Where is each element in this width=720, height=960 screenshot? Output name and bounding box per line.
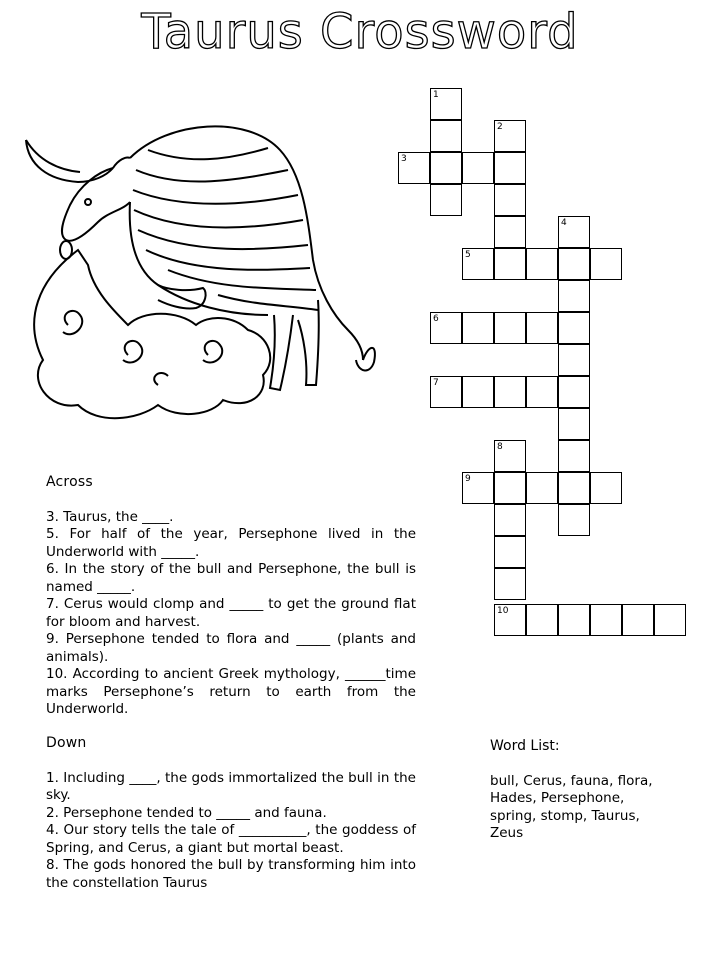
clue-number: 2 (497, 122, 503, 132)
clue-number: 7 (433, 378, 439, 388)
clue-text: 2. Persephone tended to _____ and fauna. (46, 804, 327, 821)
crossword-cell[interactable] (430, 184, 462, 216)
clue-number: 8 (497, 442, 503, 452)
crossword-cell[interactable] (526, 604, 558, 636)
crossword-cell[interactable] (494, 568, 526, 600)
crossword-cell[interactable] (526, 248, 558, 280)
crossword-cell[interactable] (494, 312, 526, 344)
crossword-cell[interactable] (558, 376, 590, 408)
word-list-heading: Word List: (490, 738, 560, 754)
crossword-cell[interactable] (430, 312, 462, 344)
clue-text: 7. Cerus would clomp and _____ to get the ground flat for bloom and harvest. (46, 596, 416, 630)
word-list-text: bull, Cerus, fauna, flora, Hades, Persephone, spring, stomp, Taurus, Zeus (490, 772, 653, 841)
bull-illustration (18, 110, 388, 430)
crossword-cell[interactable] (494, 248, 526, 280)
crossword-cell[interactable] (558, 280, 590, 312)
word-list (490, 738, 670, 843)
crossword-cell[interactable] (494, 536, 526, 568)
crossword-cell[interactable] (558, 440, 590, 472)
crossword-cell[interactable] (494, 216, 526, 248)
crossword-cell[interactable] (558, 344, 590, 376)
crossword-cell[interactable] (462, 152, 494, 184)
clue-number: 10 (497, 606, 509, 616)
clue-number: 9 (465, 474, 471, 484)
crossword-cell[interactable] (494, 120, 526, 152)
crossword-cell[interactable] (494, 472, 526, 504)
crossword-cell[interactable] (654, 604, 686, 636)
crossword-cell[interactable] (526, 312, 558, 344)
across-heading: Across (46, 474, 93, 490)
down-clues (46, 735, 416, 892)
crossword-cell[interactable] (558, 604, 590, 636)
crossword-cell[interactable] (622, 604, 654, 636)
crossword-cell[interactable] (558, 472, 590, 504)
crossword-cell[interactable] (558, 248, 590, 280)
crossword-cell[interactable] (462, 472, 494, 504)
page-title: Taurus Crossword (141, 4, 579, 60)
across-clues (46, 474, 416, 719)
down-heading: Down (46, 735, 87, 751)
clue-text: 1. Including ____, the gods immortalized the bull in the sky. (46, 769, 416, 803)
crossword-cell[interactable] (430, 152, 462, 184)
crossword-cell[interactable] (590, 472, 622, 504)
crossword-cell[interactable] (590, 604, 622, 636)
clue-number: 3 (401, 154, 407, 164)
crossword-cell[interactable] (462, 248, 494, 280)
clue-text: 8. The gods honored the bull by transforming him into the constellation Taurus (46, 857, 416, 891)
clue-text: 3. Taurus, the ____. (46, 508, 174, 525)
crossword-cell[interactable] (462, 376, 494, 408)
crossword-cell[interactable] (558, 504, 590, 536)
crossword-cell[interactable] (430, 88, 462, 120)
clue-text: 5. For half of the year, Persephone lived in the Underworld with _____. (46, 526, 416, 560)
clue-text: 4. Our story tells the tale of __________, the goddess of Spring, and Cerus, a giant but mortal beast. (46, 822, 416, 856)
crossword-cell[interactable] (526, 376, 558, 408)
crossword-cell[interactable] (494, 376, 526, 408)
crossword-cell[interactable] (430, 120, 462, 152)
crossword-cell[interactable] (558, 408, 590, 440)
clue-number: 4 (561, 218, 567, 228)
crossword-cell[interactable] (398, 152, 430, 184)
clue-number: 1 (433, 90, 439, 100)
clue-text: 10. According to ancient Greek mythology, ______time marks Persephone’s return to earth from the Underworld. (46, 666, 416, 717)
crossword-cell[interactable] (526, 472, 558, 504)
crossword-cell[interactable] (462, 312, 494, 344)
crossword-cell[interactable] (558, 216, 590, 248)
clue-number: 5 (465, 250, 471, 260)
crossword-cell[interactable] (558, 312, 590, 344)
crossword-cell[interactable] (494, 184, 526, 216)
crossword-cell[interactable] (494, 504, 526, 536)
crossword-cell[interactable] (494, 152, 526, 184)
clue-number: 6 (433, 314, 439, 324)
clue-text: 9. Persephone tended to flora and _____ (plants and animals). (46, 631, 416, 665)
crossword-cell[interactable] (494, 440, 526, 472)
crossword-cell[interactable] (494, 604, 526, 636)
clue-text: 6. In the story of the bull and Persephone, the bull is named _____. (46, 561, 416, 595)
crossword-cell[interactable] (590, 248, 622, 280)
crossword-cell[interactable] (430, 376, 462, 408)
